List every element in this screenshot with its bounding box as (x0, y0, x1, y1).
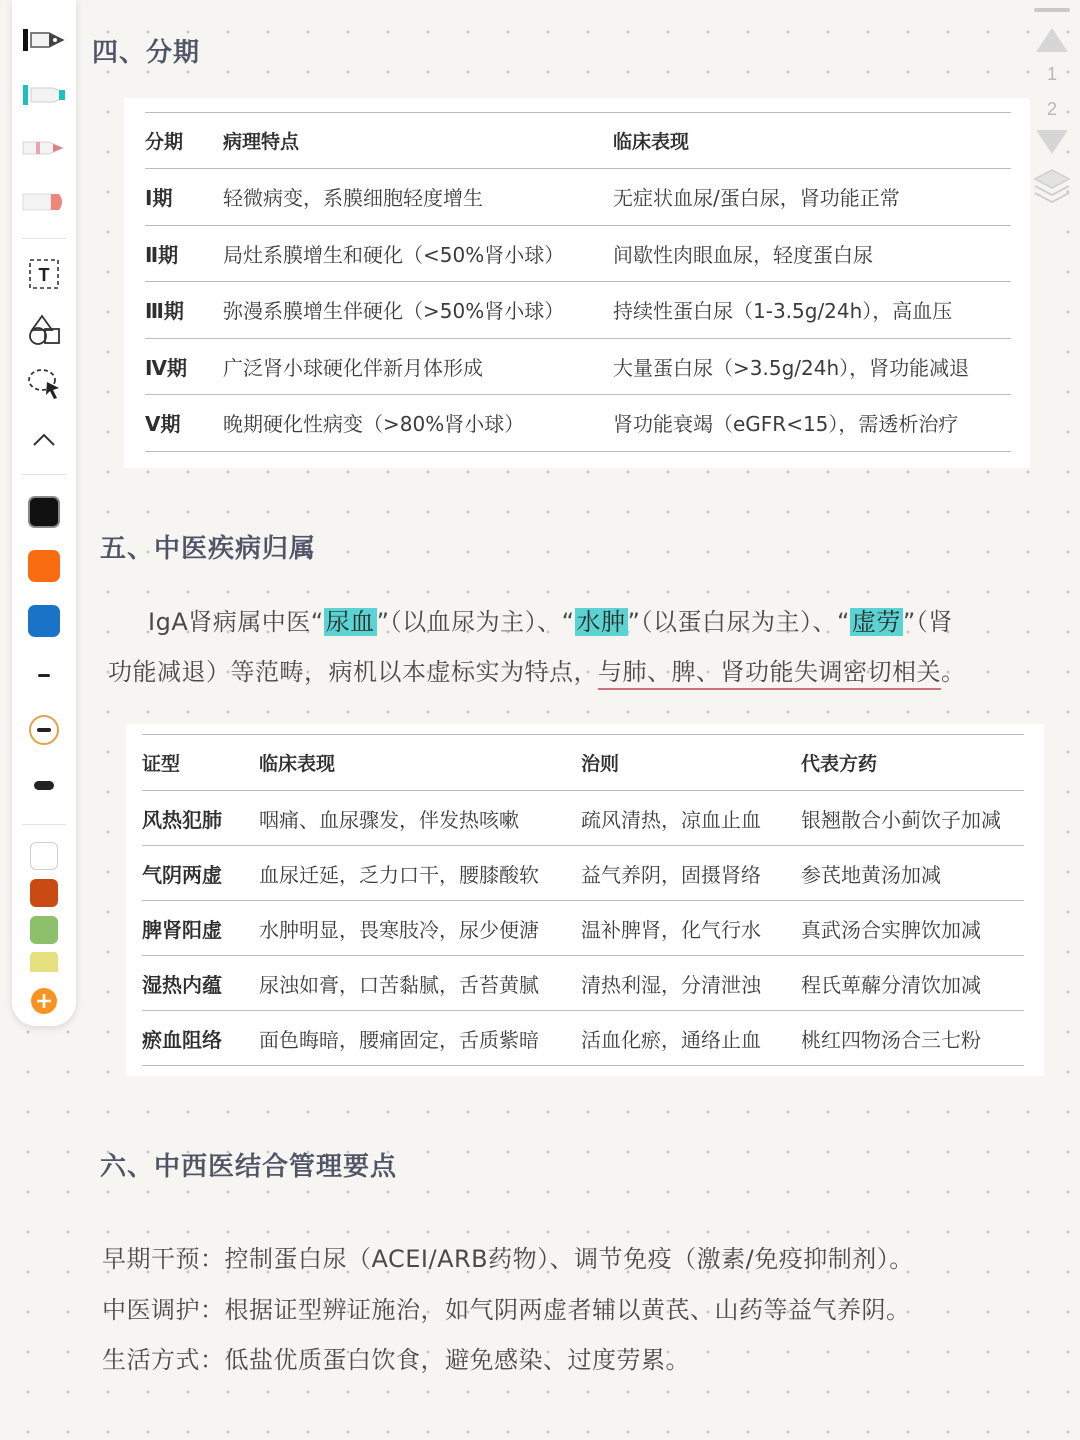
clinical-cell: 无症状血尿/蛋白尿，肾功能正常 (613, 169, 1011, 226)
tool-palette (12, 0, 76, 1026)
color-swatch-blue[interactable] (12, 603, 76, 639)
table-row (145, 225, 1011, 282)
syndrome-table (142, 734, 1024, 1066)
pathology-cell: 轻微病变，系膜细胞轻度增生 (223, 169, 613, 226)
section-heading-staging: 四、分期 (92, 38, 201, 68)
management-line-lifestyle: 生活方式：低盐优质蛋白饮食，避免感染、过度劳累。 (102, 1346, 690, 1374)
page-down-icon[interactable] (1034, 128, 1070, 156)
color-swatch-fill (28, 605, 60, 637)
management-line-tcm: 中医调护：根据证型辨证施治，如气阴两虚者辅以黄芪、山药等益气养阴。 (102, 1296, 911, 1324)
svg-text:T: T (38, 265, 50, 285)
page-number-2[interactable]: 2 (1046, 99, 1057, 119)
toolbar-divider (22, 824, 66, 825)
highlight-term: 尿血 (325, 608, 375, 636)
clinical-cell: 面色晦暗，腰痛固定，舌质紫暗 (259, 1011, 581, 1066)
palette-swatch-fill (30, 842, 58, 870)
page-up-icon[interactable] (1034, 26, 1070, 54)
highlighter-teal-tool[interactable] (12, 76, 76, 112)
stage-cell: Ⅴ期 (145, 395, 223, 452)
stroke-size-thick[interactable] (12, 770, 76, 800)
pathology-cell: 局灶系膜增生和硬化（<50%肾小球） (223, 225, 613, 282)
eraser-tool[interactable] (12, 184, 76, 220)
shapes-icon (26, 313, 62, 347)
color-swatch-fill (28, 550, 60, 582)
paragraph-text: 。 (941, 658, 966, 686)
syndrome-table-card (126, 724, 1044, 1076)
tcm-paragraph-line-2 (108, 652, 966, 687)
staging-table (145, 112, 1011, 452)
palette-swatch-rust[interactable] (12, 878, 76, 908)
column-header: 证型 (142, 735, 259, 791)
table-row (142, 791, 1024, 846)
drag-handle[interactable] (1034, 8, 1070, 12)
treatment-cell: 益气养阴，固摄肾络 (581, 846, 801, 901)
pathology-cell: 弥漫系膜增生伴硬化（>50%肾小球） (223, 282, 613, 339)
teal-highlighter-icon (19, 79, 69, 109)
syndrome-cell: 湿热内蕴 (142, 956, 259, 1011)
paragraph-text: ”（以血尿为主）、“ (376, 608, 575, 636)
palette-swatch-fill (30, 952, 58, 972)
paragraph-text: 功能减退）等范畴，病机以本虚标实为特点， (108, 658, 598, 686)
syndrome-cell: 脾肾阳虚 (142, 901, 259, 956)
column-header: 临床表现 (259, 735, 581, 791)
stage-cell: Ⅲ期 (145, 282, 223, 339)
plus-circle-icon (30, 987, 58, 1015)
palette-swatch-green[interactable] (12, 915, 76, 945)
palette-swatch-fill (30, 916, 58, 944)
collapse-toolbar-button[interactable] (12, 422, 76, 458)
color-swatch-fill (28, 496, 60, 528)
column-header: 治则 (581, 735, 801, 791)
pathology-cell: 晚期硬化性病变（>80%肾小球） (223, 395, 613, 452)
clinical-cell: 水肿明显，畏寒肢冷，尿少便溏 (259, 901, 581, 956)
palette-swatch-fill (30, 879, 58, 907)
clinical-cell: 间歇性肉眼血尿，轻度蛋白尿 (613, 225, 1011, 282)
formula-cell: 参芪地黄汤加减 (801, 846, 1024, 901)
clinical-cell: 尿浊如膏，口苦黏腻，舌苔黄腻 (259, 956, 581, 1011)
page-navigator (1024, 0, 1080, 220)
shapes-tool[interactable] (12, 312, 76, 348)
syndrome-cell: 风热犯肺 (142, 791, 259, 846)
pathology-cell: 广泛肾小球硬化伴新月体形成 (223, 338, 613, 395)
fountain-pen-tool[interactable] (12, 22, 76, 58)
color-swatch-black[interactable] (12, 494, 76, 530)
clinical-cell: 大量蛋白尿（>3.5g/24h），肾功能减退 (613, 338, 1011, 395)
table-row (142, 846, 1024, 901)
stroke-thick-icon (34, 781, 54, 790)
text-box-icon (27, 257, 61, 291)
highlight-term: 虚劳 (851, 608, 901, 636)
paragraph-text: ”（肾 (902, 608, 953, 636)
column-header: 病理特点 (223, 113, 613, 169)
table-row (142, 901, 1024, 956)
stroke-thin-icon (38, 674, 50, 677)
table-header-row (142, 735, 1024, 791)
formula-cell: 桃红四物汤合三七粉 (801, 1011, 1024, 1066)
management-line-early: 早期干预：控制蛋白尿（ACEI/ARB药物）、调节免疫（激素/免疫抑制剂）。 (102, 1245, 914, 1273)
clinical-cell: 持续性蛋白尿（1-3.5g/24h），高血压 (613, 282, 1011, 339)
add-color-button[interactable] (12, 986, 76, 1016)
formula-cell: 程氏萆薢分清饮加减 (801, 956, 1024, 1011)
treatment-cell: 活血化瘀，通络止血 (581, 1011, 801, 1066)
paragraph-text: ”（以蛋白尿为主）、“ (627, 608, 850, 636)
highlight-term: 水肿 (576, 608, 626, 636)
stroke-medium-icon (29, 715, 59, 745)
staging-table-card (124, 98, 1030, 468)
palette-swatch-white[interactable] (12, 841, 76, 871)
stroke-size-thin[interactable] (12, 660, 76, 690)
pencil-pink-tool[interactable] (12, 130, 76, 166)
table-row (142, 956, 1024, 1011)
clinical-cell: 咽痛、血尿骤发，伴发热咳嗽 (259, 791, 581, 846)
stage-cell: Ⅳ期 (145, 338, 223, 395)
column-header: 临床表现 (613, 113, 1011, 169)
treatment-cell: 疏风清热，凉血止血 (581, 791, 801, 846)
table-row (145, 169, 1011, 226)
table-row (142, 1011, 1024, 1066)
toolbar-divider (22, 238, 66, 239)
layers-icon[interactable] (1032, 166, 1072, 208)
table-row (145, 338, 1011, 395)
formula-cell: 银翘散合小蓟饮子加减 (801, 791, 1024, 846)
syndrome-cell: 气阴两虚 (142, 846, 259, 901)
stage-cell: Ⅰ期 (145, 169, 223, 226)
table-header-row (145, 113, 1011, 169)
chevron-up-icon (30, 430, 58, 450)
column-header: 代表方药 (801, 735, 1024, 791)
lasso-tool[interactable] (12, 366, 76, 402)
eraser-icon (19, 187, 69, 217)
section-heading-management: 六、中西医结合管理要点 (100, 1152, 398, 1182)
underlined-text: 与肺、脾、肾功能失调密切相关 (598, 658, 941, 690)
palette-swatch-yellow[interactable] (12, 952, 76, 972)
stage-cell: Ⅱ期 (145, 225, 223, 282)
lasso-icon (25, 366, 63, 402)
column-header: 分期 (145, 113, 223, 169)
text-tool[interactable] (12, 256, 76, 292)
table-row (145, 395, 1011, 452)
stroke-size-medium[interactable] (12, 712, 76, 748)
paragraph-text: IgA肾病属中医“ (148, 608, 324, 636)
toolbar-divider (22, 474, 66, 475)
table-row (145, 282, 1011, 339)
tcm-paragraph-line-1 (148, 602, 953, 637)
clinical-cell: 肾功能衰竭（eGFR<15），需透析治疗 (613, 395, 1011, 452)
page-number-1[interactable]: 1 (1046, 64, 1057, 84)
fountain-pen-icon (19, 25, 69, 55)
formula-cell: 真武汤合实脾饮加减 (801, 901, 1024, 956)
treatment-cell: 温补脾肾，化气行水 (581, 901, 801, 956)
section-heading-tcm: 五、中医疾病归属 (100, 534, 317, 564)
clinical-cell: 血尿迁延，乏力口干，腰膝酸软 (259, 846, 581, 901)
pink-pencil-icon (19, 133, 69, 163)
syndrome-cell: 瘀血阻络 (142, 1011, 259, 1066)
color-swatch-orange[interactable] (12, 548, 76, 584)
treatment-cell: 清热利湿，分清泄浊 (581, 956, 801, 1011)
